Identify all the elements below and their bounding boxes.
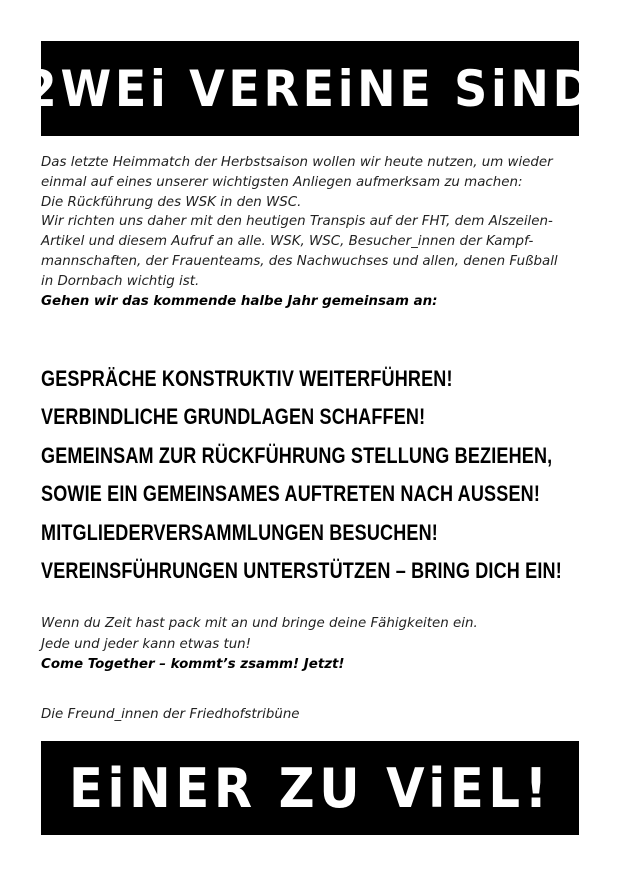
demand-item: VERBINDLICHE GRUNDLAGEN SCHAFFEN! xyxy=(41,404,426,430)
header-banner-text: 2WEi VEREiNE SiND xyxy=(25,59,595,118)
demand-item: GEMEINSAM ZUR RÜCKFÜHRUNG STELLUNG BEZIEHEN, xyxy=(41,442,553,468)
intro-line: einmal auf eines unserer wichtigsten Anliegen aufmerksam zu machen: xyxy=(41,174,523,190)
demand-item: MITGLIEDERVERSAMMLUNGEN BESUCHEN! xyxy=(41,519,438,545)
demands-list xyxy=(41,360,581,590)
header-banner xyxy=(25,41,595,136)
intro-line: Artikel und diesem Aufruf an alle. WSK, WSC, Besucher_innen der Kampf- xyxy=(41,234,534,250)
intro-line: Wir richten uns daher mit den heutigen Transpis auf der FHT, dem Alszeilen- xyxy=(41,214,553,230)
outro-slogan: Come Together – kommt’s zsamm! Jetzt! xyxy=(41,657,345,672)
outro-line: Wenn du Zeit hast pack mit an und bringe deine Fähigkeiten ein. xyxy=(41,616,478,631)
demand-item: SOWIE EIN GEMEINSAMES AUFTRETEN NACH AUSSEN! xyxy=(41,481,541,507)
intro-paragraph xyxy=(41,153,581,311)
outro-paragraph xyxy=(41,614,581,676)
demand-item: VEREINSFÜHRUNGEN UNTERSTÜTZEN – BRING DICH EIN! xyxy=(41,558,562,584)
demand-item: GESPRÄCHE KONSTRUKTIV WEITERFÜHREN! xyxy=(41,366,453,391)
intro-line: Das letzte Heimmatch der Herbstsaison wollen wir heute nutzen, um wieder xyxy=(41,155,553,170)
intro-line: Die Rückführung des WSK in den WSC. xyxy=(41,194,302,210)
footer-banner xyxy=(41,741,579,835)
intro-line: in Dornbach wichtig ist. xyxy=(41,273,200,289)
intro-call-to-action: Gehen wir das kommende halbe Jahr gemeinsam an: xyxy=(41,293,438,309)
intro-line: mannschaften, der Frauenteams, des Nachwuchses und allen, denen Fußball xyxy=(41,253,558,269)
signature: Die Freund_innen der Friedhofstribüne xyxy=(41,707,300,722)
outro-line: Jede und jeder kann etwas tun! xyxy=(41,636,252,652)
footer-banner-text: EiNER ZU ViEL! xyxy=(68,756,552,820)
